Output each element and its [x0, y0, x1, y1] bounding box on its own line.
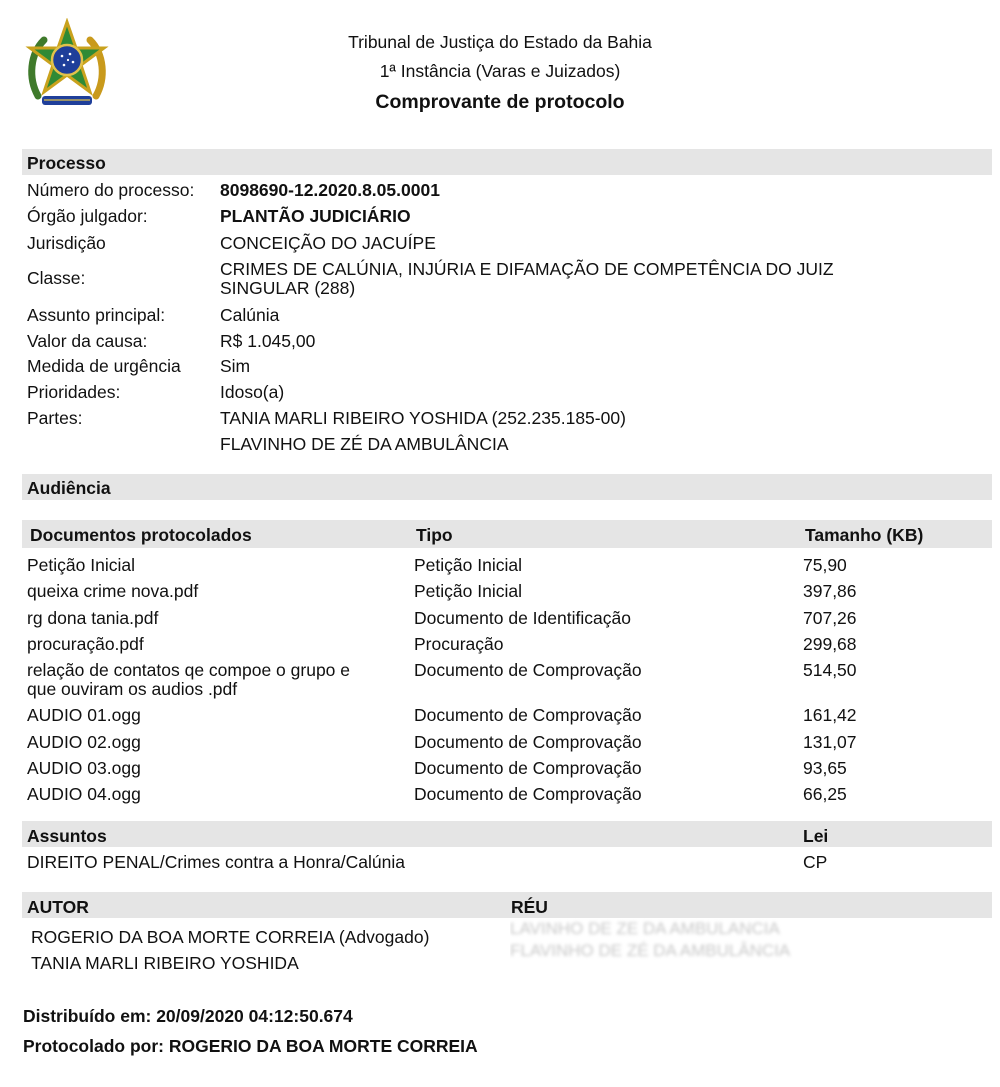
- processo-section-bar: [22, 149, 992, 175]
- documento-tamanho: 93,65: [803, 757, 847, 778]
- documento-tipo: Documento de Comprovação: [414, 731, 642, 752]
- documento-nome: rg dona tania.pdf: [27, 607, 159, 628]
- numero-processo-value: 8098690-12.2020.8.05.0001: [220, 180, 440, 200]
- assuntos-header-bar: [22, 821, 992, 847]
- court-instance: 1ª Instância (Varas e Juizados): [379, 61, 621, 81]
- documento-nome: queixa crime nova.pdf: [27, 581, 199, 602]
- documento-nome: Petição Inicial: [27, 555, 135, 575]
- documento-nome-continuacao: que ouviram os audios .pdf: [27, 679, 238, 700]
- documento-tipo: Documento de Comprovação: [414, 784, 642, 805]
- classe-value-line1: CRIMES DE CALÚNIA, INJÚRIA E DIFAMAÇÃO DE COMPETÊNCIA DO JUIZ: [220, 259, 834, 279]
- partes-value-line1: TANIA MARLI RIBEIRO YOSHIDA (252.235.185-00): [220, 408, 626, 428]
- autor-parte: TANIA MARLI RIBEIRO YOSHIDA: [31, 953, 299, 973]
- col-reu: RÉU: [511, 897, 548, 917]
- documento-nome: AUDIO 04.ogg: [27, 784, 141, 805]
- documento-tipo: Petição Inicial: [414, 581, 522, 602]
- reu-names-redacted: [510, 918, 840, 964]
- documento-nome: AUDIO 03.ogg: [27, 757, 141, 778]
- classe-label: Classe:: [27, 268, 86, 288]
- partes-header-bar: [22, 892, 992, 918]
- orgao-julgador-value: PLANTÃO JUDICIÁRIO: [220, 206, 411, 226]
- documento-nome: procuração.pdf: [27, 633, 144, 654]
- documento-tipo: Documento de Comprovação: [414, 705, 642, 726]
- protocolado-por: Protocolado por: ROGERIO DA BOA MORTE CORREIA: [23, 1036, 478, 1056]
- classe-value-line2: SINGULAR (288): [220, 278, 356, 298]
- autor-advogado: ROGERIO DA BOA MORTE CORREIA (Advogado): [31, 927, 430, 947]
- documento-tamanho: 66,25: [803, 784, 847, 805]
- reu-name-line1: LAVINHO DE ZE DA AMBULANCIA: [510, 919, 780, 938]
- col-documentos-protocolados: Documentos protocolados: [30, 525, 252, 545]
- documento-tipo: Documento de Comprovação: [414, 757, 642, 778]
- assunto-principal-label: Assunto principal:: [27, 305, 166, 325]
- documento-tipo: Procuração: [414, 633, 504, 654]
- documento-tamanho: 75,90: [803, 555, 847, 575]
- documento-nome: AUDIO 02.ogg: [27, 731, 141, 752]
- documento-tipo: Documento de Identificação: [414, 607, 631, 628]
- col-tamanho: Tamanho (KB): [805, 525, 924, 545]
- audiencia-section-title: Audiência: [27, 478, 111, 498]
- col-lei: Lei: [803, 826, 829, 846]
- documento-tamanho: 131,07: [803, 731, 857, 752]
- assunto-row: DIREITO PENAL/Crimes contra a Honra/Calúnia: [27, 852, 406, 872]
- documento-nome: relação de contatos qe compoe o grupo e: [27, 660, 350, 681]
- medida-urgencia-value: Sim: [220, 356, 251, 376]
- partes-value-line2: FLAVINHO DE ZÉ DA AMBULÂNCIA: [220, 434, 509, 454]
- assunto-principal-value: Calúnia: [220, 305, 280, 325]
- orgao-julgador-label: Órgão julgador:: [27, 206, 148, 226]
- col-autor: AUTOR: [27, 897, 89, 917]
- medida-urgencia-label: Medida de urgência: [27, 356, 181, 376]
- documento-nome: AUDIO 01.ogg: [27, 705, 141, 726]
- col-assuntos: Assuntos: [27, 826, 107, 846]
- documento-tamanho: 514,50: [803, 660, 857, 681]
- lei-row: CP: [803, 852, 828, 872]
- prioridades-label: Prioridades:: [27, 382, 121, 402]
- audiencia-section-bar: [22, 474, 992, 500]
- documento-tamanho: 161,42: [803, 705, 857, 726]
- processo-section-title: Processo: [27, 153, 106, 173]
- numero-processo-label: Número do processo:: [27, 180, 195, 200]
- valor-causa-label: Valor da causa:: [27, 331, 148, 351]
- documento-tamanho: 397,86: [803, 581, 857, 602]
- court-name: Tribunal de Justiça do Estado da Bahia: [348, 32, 652, 52]
- valor-causa-value: R$ 1.045,00: [220, 331, 316, 351]
- reu-name-line2: FLAVINHO DE ZÉ DA AMBULÂNCIA: [510, 941, 791, 960]
- documento-tipo: Petição Inicial: [414, 555, 522, 575]
- jurisdicao-value: CONCEIÇÃO DO JACUÍPE: [220, 233, 436, 253]
- col-tipo: Tipo: [416, 525, 453, 545]
- distribuido-em: Distribuído em: 20/09/2020 04:12:50.674: [23, 1006, 353, 1026]
- documento-tamanho: 707,26: [803, 607, 857, 628]
- documento-tipo: Documento de Comprovação: [414, 660, 642, 681]
- documento-tamanho: 299,68: [803, 633, 857, 654]
- prioridades-value: Idoso(a): [220, 382, 285, 402]
- page-title: Comprovante de protocolo: [375, 91, 625, 113]
- jurisdicao-label: Jurisdição: [27, 233, 106, 253]
- partes-label: Partes:: [27, 408, 83, 428]
